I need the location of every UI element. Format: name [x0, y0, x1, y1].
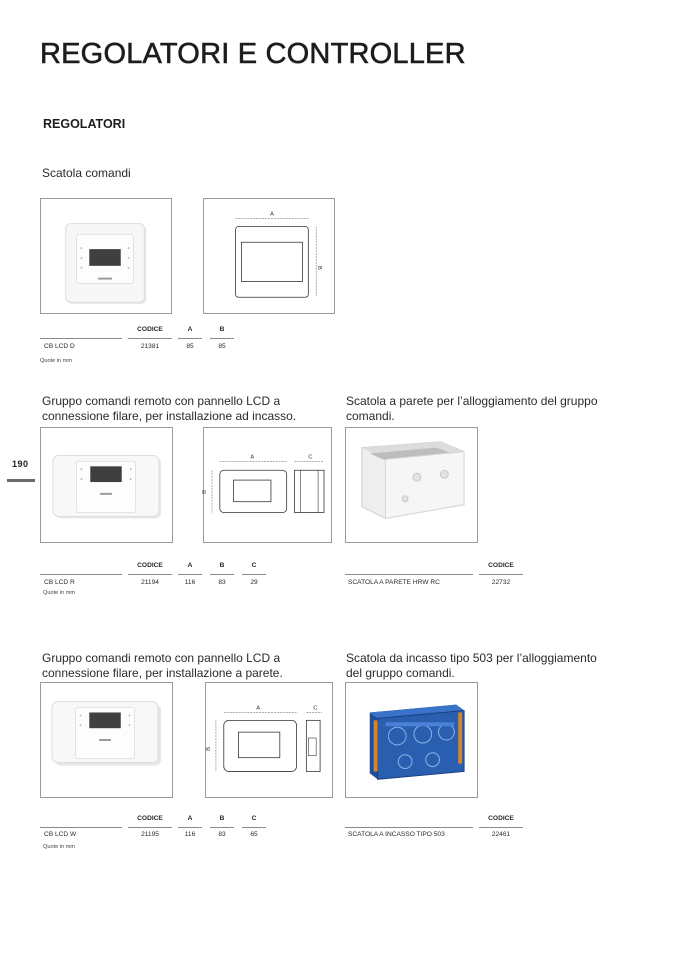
heading-line-2: connessione filare, per installazione a parete.: [42, 666, 283, 680]
table-header-codice: CODICE: [137, 815, 163, 822]
product-photo-cb-lcd-d: [40, 198, 172, 314]
thermostat-wall-image: [41, 683, 172, 797]
flush-box-image: [346, 683, 477, 797]
table-cell-a: 116: [184, 831, 196, 838]
block-heading-scatola-parete: [346, 394, 598, 424]
heading-line-1: Gruppo comandi remoto con pannello LCD a: [42, 651, 281, 665]
table-header-codice: CODICE: [488, 815, 514, 822]
thermostat-flush-image: [41, 428, 172, 542]
table-header-a: A: [187, 562, 193, 569]
table-header-a: A: [187, 326, 193, 333]
table-header-c: C: [251, 562, 257, 569]
table-header-b: B: [219, 562, 225, 569]
dimension-label-a: A: [269, 211, 274, 218]
technical-drawing-cb-lcd-r: [203, 427, 332, 543]
product-photo-scatola-parete: [345, 427, 478, 543]
page-number-bar: [7, 479, 35, 482]
table-header-codice: CODICE: [137, 562, 163, 569]
block-heading-scatola-comandi: Scatola comandi: [42, 166, 131, 180]
table-cell-name: CB LCD W: [44, 831, 77, 838]
table-cell-b: 83: [218, 579, 226, 586]
page-number: 190: [12, 459, 29, 469]
table-header-b: B: [219, 326, 225, 333]
block-heading-gruppo-parete: [42, 651, 283, 681]
table-cell-codice: 22461: [491, 831, 511, 838]
table-note: Quote in mm: [43, 590, 76, 596]
table-cell-name: SCATOLA A INCASSO TIPO 503: [348, 831, 445, 838]
spec-table-cb-lcd-r: [40, 562, 280, 602]
heading-line-2: connessione filare, per installazione ad incasso.: [42, 409, 297, 423]
table-cell-codice: 22732: [491, 579, 511, 586]
table-note: Quote in mm: [43, 844, 76, 850]
table-cell-a: 116: [184, 579, 196, 586]
table-note: Quote in mm: [40, 358, 73, 364]
dimension-label-b: B: [316, 265, 323, 270]
dimension-drawing: [206, 683, 332, 797]
dimension-label-b: B: [206, 746, 213, 751]
section-title: REGOLATORI: [43, 117, 126, 131]
product-photo-cb-lcd-r: [40, 427, 173, 543]
table-cell-b: 85: [218, 343, 226, 350]
table-cell-name: CB LCD D: [44, 343, 75, 350]
spec-table-scatola-parete: [345, 562, 545, 592]
spec-table-cb-lcd-d: [40, 326, 240, 366]
block-heading-gruppo-incasso: [42, 394, 296, 424]
table-header-c: C: [251, 815, 257, 822]
spec-table-scatola-incasso: [345, 815, 545, 845]
table-header-b: B: [219, 815, 225, 822]
dimension-drawing: [204, 428, 331, 542]
table-header-codice: CODICE: [488, 562, 514, 569]
table-cell-c: 65: [250, 831, 258, 838]
table-cell-name: SCATOLA A PARETE HRW RC: [348, 579, 440, 586]
dimension-drawing: [204, 199, 334, 313]
page-title: REGOLATORI E CONTROLLER: [40, 38, 466, 70]
heading-line-1: Scatola a parete per l’alloggiamento del gruppo: [346, 394, 598, 408]
table-cell-codice: 21194: [141, 579, 159, 586]
heading-line-1: Scatola da incasso tipo 503 per l’alloggiamento: [346, 651, 597, 665]
technical-drawing-cb-lcd-w: [205, 682, 333, 798]
technical-drawing-cb-lcd-d: [203, 198, 335, 314]
table-cell-c: 29: [250, 579, 258, 586]
heading-line-1: Gruppo comandi remoto con pannello LCD a: [42, 394, 281, 408]
heading-line-2: del gruppo comandi.: [346, 666, 455, 680]
product-photo-scatola-incasso: [345, 682, 478, 798]
dimension-label-b: B: [202, 489, 209, 494]
heading-line-2: comandi.: [346, 409, 395, 423]
dimension-label-a: A: [250, 454, 255, 461]
table-cell-name: CB LCD R: [44, 579, 75, 586]
table-cell-a: 85: [186, 343, 194, 350]
table-header-codice: CODICE: [137, 326, 163, 333]
dimension-label-a: A: [256, 705, 261, 712]
dimension-label-c: C: [308, 454, 313, 461]
table-cell-codice: 21381: [140, 343, 160, 350]
spec-table-cb-lcd-w: [40, 815, 280, 855]
product-photo-cb-lcd-w: [40, 682, 173, 798]
table-cell-codice: 21195: [141, 831, 159, 838]
table-cell-b: 83: [218, 831, 226, 838]
block-heading-scatola-incasso: [346, 651, 597, 681]
wall-box-image: [346, 428, 477, 542]
table-header-a: A: [187, 815, 193, 822]
thermostat-square-image: [41, 199, 171, 313]
dimension-label-c: C: [313, 705, 318, 712]
